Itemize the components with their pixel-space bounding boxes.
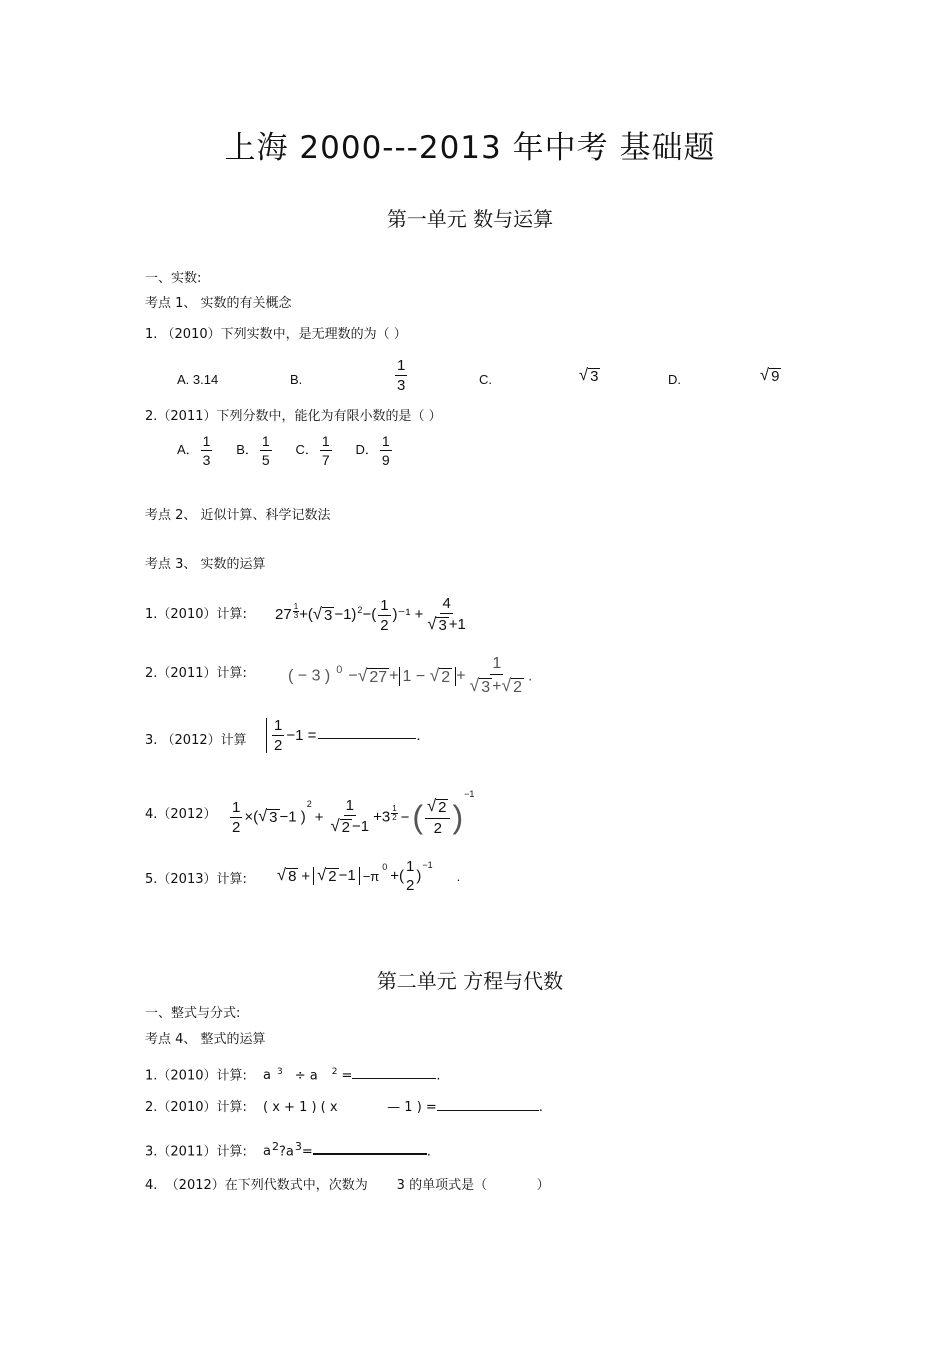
frac-num: 1 — [397, 357, 406, 374]
u2-q3-exp: 2 — [271, 1140, 279, 1153]
u1-q1-option-a: A. 3.14 — [177, 372, 219, 387]
radical-arg: 9 — [771, 368, 780, 385]
calc5-period: . — [456, 868, 461, 884]
u1-q1-option-b-fraction — [393, 358, 409, 393]
calc5-op: −π — [362, 868, 380, 884]
calc2-absolute — [399, 664, 457, 687]
frac-den-rest: +1 — [448, 616, 466, 634]
calc1-base: 27 — [275, 606, 292, 624]
calc4-op: −1 ) — [279, 808, 306, 826]
frac-num: 1 — [406, 858, 415, 875]
calc4-expression — [228, 789, 474, 836]
u2-q1-exp: 2 — [331, 1067, 338, 1077]
frac-den: 2 — [232, 818, 241, 836]
u1-q1-option-d-radical — [760, 367, 781, 386]
page-title: 上海 2000---2013 年中考 基础题 — [224, 130, 716, 166]
calc2-exp: 0 — [336, 663, 343, 676]
radical-arg: 3 — [481, 679, 491, 696]
answer-blank[interactable] — [437, 1109, 539, 1111]
frac-den: 3 — [202, 452, 211, 468]
radical-arg: 2 — [341, 818, 350, 836]
u2-q2-label: 2.（2010）计算: — [145, 1100, 247, 1115]
frac-num: 1 — [490, 656, 503, 675]
calc2-expression — [288, 656, 532, 697]
u2-q1-op: ÷ a — [294, 1068, 318, 1084]
radical-sign: √ — [357, 664, 368, 685]
radical-arg: 2 — [328, 867, 337, 885]
u1-q2-options — [177, 434, 394, 467]
calc4-op: ×( — [244, 808, 259, 826]
kp3-heading: 考点 3、 实数的运算 — [145, 557, 266, 572]
kp1-heading: 考点 1、 实数的有关概念 — [145, 296, 292, 311]
calc5-absolute — [313, 867, 360, 886]
frac-den: 7 — [321, 452, 330, 468]
radical-sign: √ — [427, 796, 437, 815]
calc1-expression — [275, 596, 470, 635]
u1-q1-option-c-radical — [579, 367, 600, 386]
u2-q1-base: a — [263, 1068, 271, 1084]
u2-q1-period: . — [436, 1068, 441, 1084]
frac-den: 2 — [406, 877, 415, 894]
u2-q3-period: . — [426, 1144, 431, 1160]
exp-den: 3 — [293, 611, 299, 621]
radical-arg: 3 — [590, 368, 599, 385]
radical-sign: √ — [258, 806, 268, 825]
frac-den-rest: −1 — [351, 818, 370, 835]
u2-q3-label: 3.（2011）计算: — [145, 1144, 247, 1160]
calc1-op: +( — [299, 606, 313, 624]
u2-q3-mid: ?a — [278, 1144, 294, 1160]
u2-q3-base: a — [263, 1144, 271, 1160]
calc3-expression — [266, 718, 421, 753]
u2-q1-label: 1.（2010）计算: — [145, 1068, 247, 1084]
calc4-op: + — [314, 808, 324, 826]
calc5-expression — [277, 859, 460, 893]
calc2-op: + — [389, 667, 399, 685]
radical-arg: 2 — [441, 668, 451, 686]
frac-den: 9 — [381, 452, 390, 468]
answer-blank[interactable] — [318, 737, 416, 739]
radical-arg: 27 — [369, 668, 388, 686]
u2-q2-expr: ( x + 1 ) ( x — 1 ) = — [263, 1100, 437, 1115]
calc1-square: 2 — [357, 605, 363, 616]
radical-sign: √ — [312, 605, 322, 623]
frac-num: 1 — [381, 433, 390, 449]
calc2-label: 2.（2011）计算: — [145, 666, 247, 681]
radical-sign: √ — [277, 865, 287, 884]
calc5-exp: −1 — [422, 859, 433, 870]
radical-arg: 3 — [438, 617, 447, 634]
frac-num: 1 — [261, 433, 270, 449]
frac-num: 1 — [321, 433, 330, 449]
calc4-square: 2 — [306, 799, 312, 809]
radical-sign: √ — [317, 865, 327, 884]
abs-content: 1 − — [402, 667, 430, 685]
calc4-exp: −1 — [464, 789, 475, 799]
calc5-exp: 0 — [382, 861, 388, 872]
frac-den: 2 — [380, 616, 389, 634]
radical-sign: √ — [469, 675, 480, 695]
frac-num: 1 — [274, 717, 283, 734]
calc4-op: − — [400, 808, 410, 826]
u2-q1 — [145, 1063, 441, 1085]
section-polynomials: 一、整式与分式: — [145, 1006, 241, 1021]
u1-q1-option-d-label: D. — [668, 372, 681, 387]
radical-arg: 2 — [438, 798, 447, 816]
calc1-op: −1) — [334, 606, 357, 624]
frac-num: 4 — [442, 595, 451, 612]
u1-q2-b-label: B． — [236, 442, 258, 458]
abs-content: −1 — [338, 866, 356, 884]
calc5-op: +( — [390, 867, 405, 885]
calc3-period: . — [416, 727, 421, 744]
u2-q4-stem: 4. （2012）在下列代数式中，次数为 3 的单项式是（ ） — [145, 1178, 550, 1193]
frac-den: 5 — [261, 452, 270, 468]
u1-q1-option-b-label: B. — [290, 372, 303, 387]
exp-num: 1 — [293, 602, 299, 612]
radical-sign: √ — [429, 664, 440, 685]
radical-arg: 2 — [513, 679, 523, 696]
calc3-label: 3. （2012）计算 — [145, 733, 247, 748]
radical-sign: √ — [427, 615, 437, 633]
calc1-label: 1.（2010）计算: — [145, 607, 247, 622]
calc3-rest: −1 = — [286, 727, 317, 744]
u2-q1-exp: 3 — [276, 1067, 283, 1077]
calc2-op: + — [456, 667, 466, 685]
frac-den: 2 — [274, 737, 283, 754]
u1-q2-d-label: D． — [355, 442, 378, 458]
u2-q2-period: . — [538, 1100, 543, 1115]
u2-q2 — [145, 1099, 543, 1117]
calc2-period: . — [528, 667, 533, 685]
frac-num: 1 — [202, 433, 211, 449]
frac-num: 1 — [345, 796, 354, 814]
u2-q3-exp: 3 — [294, 1140, 302, 1153]
right-paren: ) — [452, 799, 464, 836]
left-paren: ( — [412, 799, 424, 836]
frac-den: 2 — [433, 820, 442, 838]
radical-sign: √ — [579, 366, 589, 384]
calc1-op: )⁻¹ + — [392, 606, 424, 624]
radical-arg: 3 — [269, 808, 278, 826]
u2-q1-eq: = — [341, 1068, 353, 1084]
calc5-op: + — [301, 867, 311, 885]
kp2-heading: 考点 2、 近似计算、科学记数法 — [145, 508, 331, 523]
calc1-op: −( — [362, 606, 377, 624]
calc2-term: ( − 3 ) — [288, 667, 331, 685]
u1-q1-stem: 1. （2010）下列实数中，是无理数的为（ ） — [145, 327, 407, 342]
u1-q2-c-label: C． — [295, 442, 318, 458]
radical-sign: √ — [330, 816, 340, 835]
u1-q2-stem: 2.（2011）下列分数中，能化为有限小数的是（ ） — [145, 409, 442, 424]
frac-num: 1 — [380, 596, 389, 614]
section-real-numbers: 一、实数: — [145, 271, 202, 286]
radical-arg: 3 — [323, 607, 333, 624]
exp-num: 1 — [392, 804, 397, 813]
u2-q3-eq: = — [301, 1144, 313, 1160]
radical-sign: √ — [501, 675, 512, 695]
calc2-op: − — [348, 667, 358, 685]
unit2-heading: 第二单元 方程与代数 — [376, 969, 564, 993]
calc5-op: ) — [416, 867, 422, 885]
u1-q2-a-label: A． — [177, 442, 199, 458]
answer-blank[interactable] — [352, 1077, 436, 1079]
answer-blank[interactable] — [313, 1152, 427, 1155]
u2-q3 — [145, 1138, 431, 1161]
radical-arg: 8 — [288, 867, 297, 885]
unit1-heading: 第一单元 数与运算 — [386, 207, 554, 231]
frac-op: + — [492, 678, 502, 696]
u1-q1-option-c-label: C. — [479, 372, 492, 387]
radical-sign: √ — [760, 366, 770, 384]
frac-den: 3 — [397, 377, 406, 394]
kp4-heading: 考点 4、 整式的运算 — [145, 1032, 266, 1047]
calc5-label: 5.（2013）计算: — [145, 872, 247, 887]
frac-num: 1 — [232, 798, 241, 816]
exp-den: 2 — [392, 813, 397, 822]
calc4-label: 4.（2012） — [145, 807, 217, 822]
calc4-op: +3 — [373, 808, 391, 826]
